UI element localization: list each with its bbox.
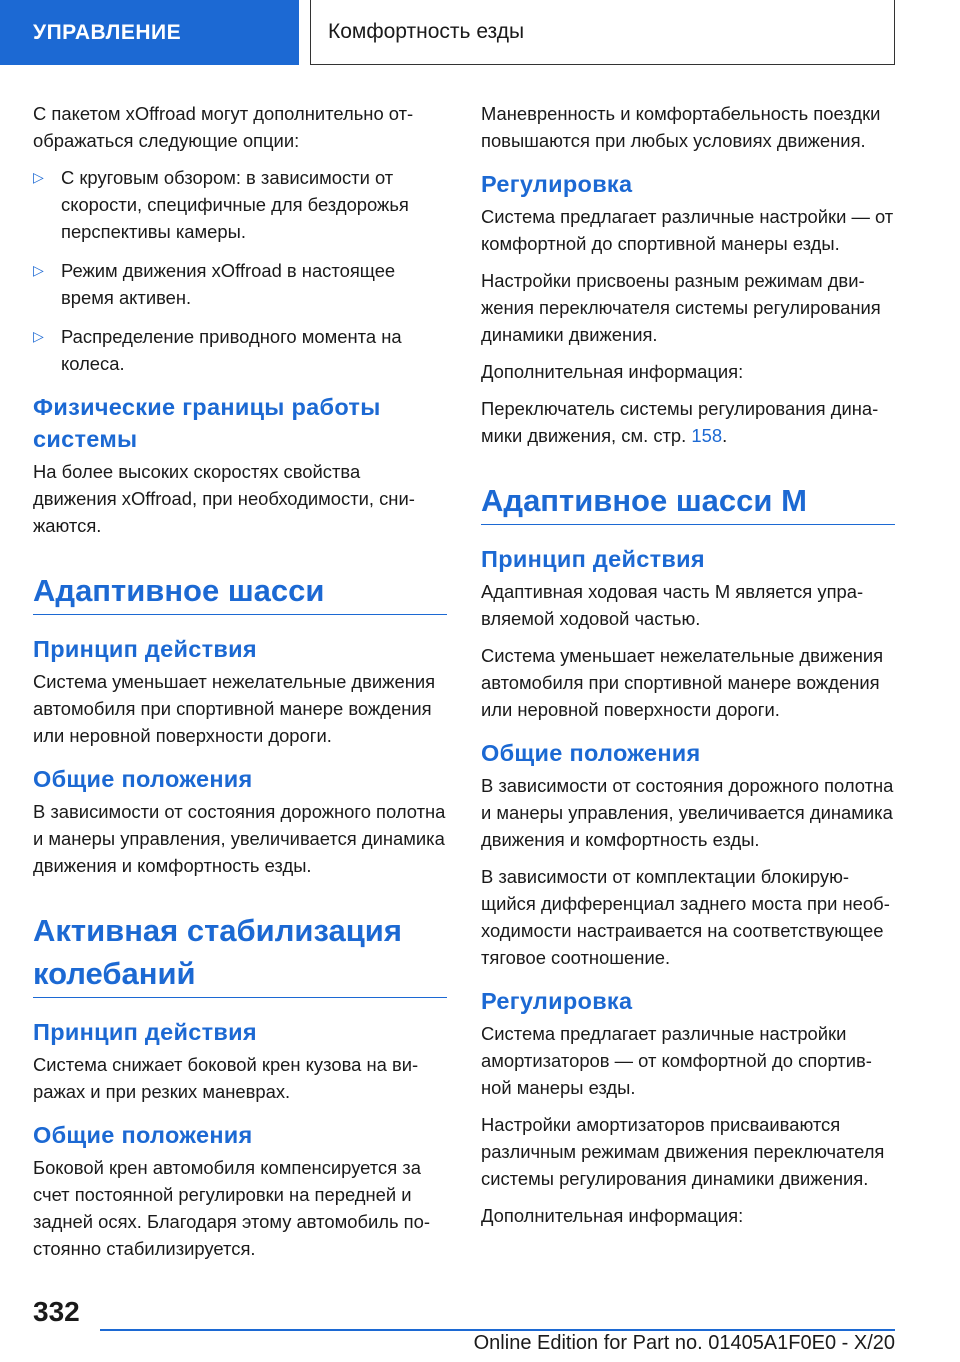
- limits-heading: Физические границы работы системы: [33, 394, 381, 452]
- chapter-title: Комфортность езды: [310, 0, 895, 65]
- m-general-p1: В зависимости от состояния дорожного полотна и манеры управления, увеличивается динамика движения и комфортность езды.: [481, 775, 894, 850]
- page-number: 332: [33, 1296, 80, 1327]
- m-regulation-p1: Система предлагает различные настройки амортизаторов — от комфортной до спортивной манеры езды.: [481, 1023, 872, 1098]
- m-general-heading: Общие положения: [481, 740, 701, 766]
- adaptive-general-text: В зависимости от состояния дорожного полотна и манеры управления, увеличивается динамика движения и комфортность езды.: [33, 801, 446, 876]
- adaptive-chassis-m-title: Адаптивное шасси M: [481, 479, 895, 525]
- m-regulation-p2: Настройки амортизаторов присваиваются различным режимам движения переключателя системы регулирования динамики движения.: [481, 1114, 885, 1189]
- footer-divider: [100, 1329, 895, 1331]
- adaptive-principle-text: Система уменьшает нежелательные движения автомобиля при спортивной манере вождения или неровной поверхности дороги.: [33, 671, 436, 746]
- left-column: [33, 100, 447, 1272]
- regulation-p3: Дополнительная информация:: [481, 361, 744, 382]
- triangle-right-icon: ▷: [33, 169, 44, 185]
- triangle-right-icon: ▷: [33, 262, 44, 278]
- active-stabilization-title: Активная стабилизация колебаний: [33, 909, 447, 998]
- adaptive-general-heading: Общие положения: [33, 766, 253, 792]
- active-general-heading: Общие положения: [33, 1122, 253, 1148]
- list-item: ▷ С круговым обзором: в зависимости от скорости, специфичные для бездорожья перспективы камеры.: [33, 164, 447, 245]
- active-principle-heading: Принцип действия: [33, 1019, 257, 1045]
- m-general-p2: В зависимости от комплектации блокирующийся дифференциал заднего моста при необходимости настраивается на соответствующее тяговое соотношение.: [481, 866, 890, 968]
- maneuverability-text: Маневренность и комфортабельность поездки повышаются при любых условиях движения.: [481, 103, 881, 151]
- m-principle-heading: Принцип действия: [481, 546, 705, 572]
- m-regulation-heading: Регулировка: [481, 988, 633, 1014]
- m-principle-p2: Система уменьшает нежелательные движения автомобиля при спортивной манере вождения или неровной поверхности дороги.: [481, 645, 884, 720]
- triangle-right-icon: ▷: [33, 328, 44, 344]
- regulation-p4: Переключатель системы регулирования динамики движения, см. стр. 158.: [481, 398, 879, 446]
- section-tab: УПРАВЛЕНИЕ: [0, 0, 299, 65]
- edition-footer: Online Edition for Part no. 01405A1F0E0 - X/20: [473, 1332, 895, 1354]
- adaptive-chassis-title: Адаптивное шасси: [33, 569, 447, 615]
- list-item: ▷ Режим движения xOffroad в настоящее время активен.: [33, 257, 447, 311]
- right-column: [481, 100, 895, 1239]
- page-link-158[interactable]: 158: [691, 425, 723, 446]
- m-regulation-p3: Дополнительная информация:: [481, 1205, 744, 1226]
- regulation-p2: Настройки присвоены разным режимам движения переключателя системы регулирования динамики движения.: [481, 270, 881, 345]
- regulation-heading: Регулировка: [481, 171, 633, 197]
- regulation-p1: Система предлагает различные настройки — от комфортной до спортивной манеры езды.: [481, 206, 894, 254]
- m-principle-p1: Адаптивная ходовая часть M является управляемой ходовой частью.: [481, 581, 864, 629]
- active-general-text: Боковой крен автомобиля компенсируется за счет постоянной регулировки на передней и задней осях. Благодаря этому автомобиль постоянно стабилизируется.: [33, 1157, 430, 1259]
- limits-text: На более высоких скоростях свойства движения xOffroad, при необходимости, снижаются.: [33, 461, 415, 536]
- xoffroad-intro: С пакетом xOffroad могут дополнительно отображаться следующие опции:: [33, 103, 414, 151]
- xoffroad-options-list: [33, 164, 447, 377]
- list-item: ▷ Распределение приводного момента на колеса.: [33, 323, 447, 377]
- adaptive-principle-heading: Принцип действия: [33, 636, 257, 662]
- active-principle-text: Система снижает боковой крен кузова на виражах и при резких маневрах.: [33, 1054, 419, 1102]
